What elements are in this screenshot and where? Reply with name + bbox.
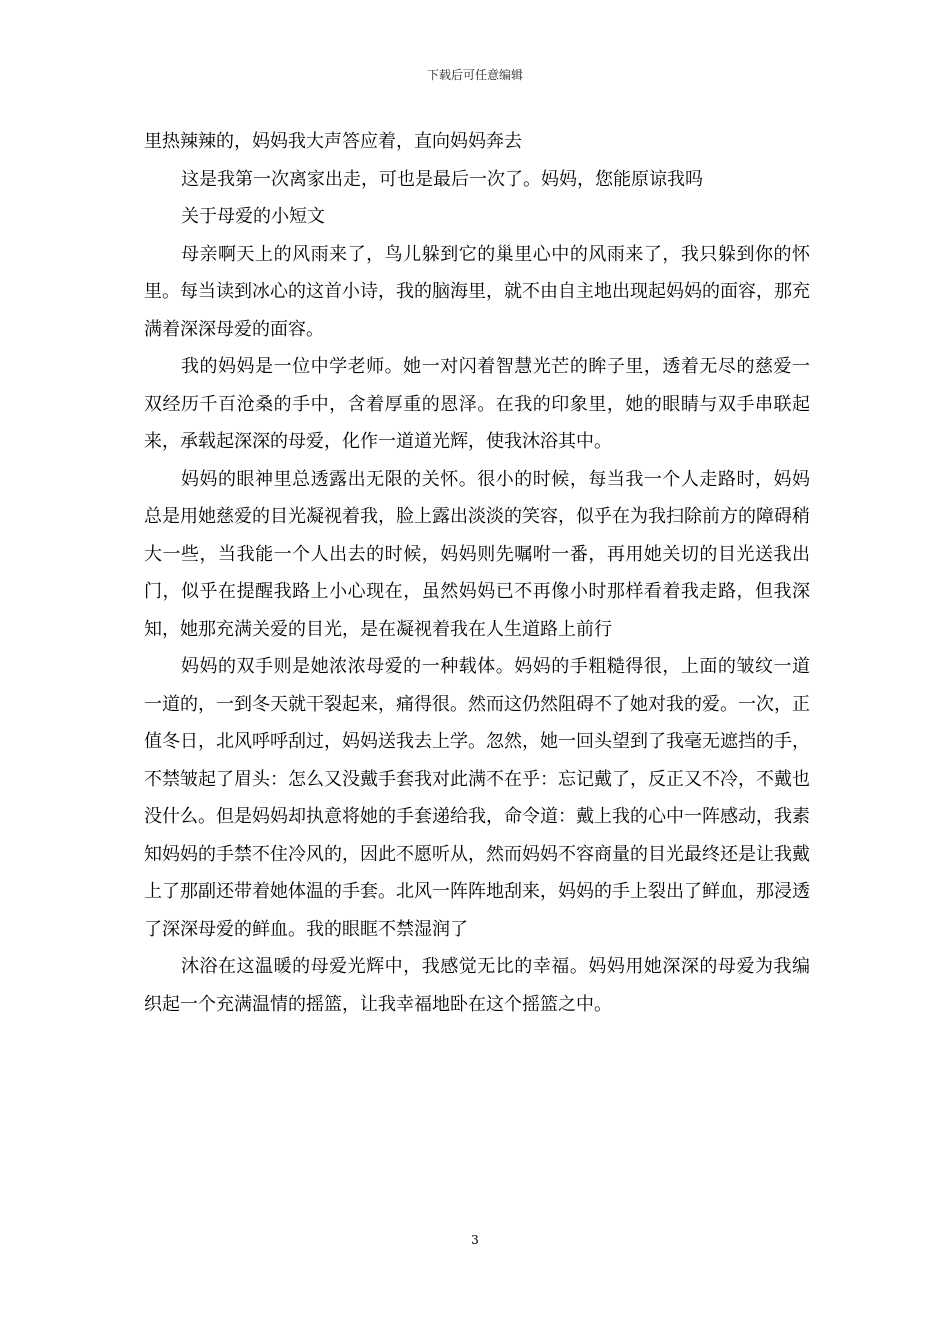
document-body — [144, 123, 810, 1023]
section-title: 关于母爱的小短文 — [181, 206, 325, 227]
paragraph: 我的妈妈是一位中学老师。她一对闪着智慧光芒的眸子里，透着无尽的慈爱一双经历千百沧桑的手中，含着厚重的恩泽。在我的印象里，她的眼睛与双手串联起来，承载起深深的母爱，化作一道道光辉，使我沐浴其中。 — [144, 356, 810, 452]
page-header: 下载后可任意编辑 — [426, 68, 523, 82]
paragraph: 这是我第一次离家出走，可也是最后一次了。妈妈，您能原谅我吗 — [181, 168, 703, 190]
paragraph: 沐浴在这温暖的母爱光辉中，我感觉无比的幸福。妈妈用她深深的母爱为我编织起一个充满温情的摇篮，让我幸福地卧在这个摇篮之中。 — [144, 956, 810, 1015]
paragraph: 母亲啊天上的风雨来了，鸟儿躲到它的巢里心中的风雨来了，我只躲到你的怀里。每当读到冰心的这首小诗，我的脑海里，就不由自主地出现起妈妈的面容，那充满着深深母爱的面容。 — [144, 243, 810, 340]
paragraph: 妈妈的眼神里总透露出无限的关怀。很小的时候，每当我一个人走路时，妈妈总是用她慈爱的目光凝视着我，脸上露出淡淡的笑容，似乎在为我扫除前方的障碍稍大一些，当我能一个人出去的时候，妈妈则先嘱咐一番，再用她关切的目光送我出门，似乎在提醒我路上小心现在，虽然妈妈已不再像小时那样看着我走路，但我深知，她那充满关爱的目光，是在凝视着我在人生道路上前行 — [144, 468, 810, 640]
page-number: 3 — [471, 1233, 479, 1247]
paragraph: 里热辣辣的，妈妈我大声答应着，直向妈妈奔去 — [144, 131, 522, 152]
paragraph: 妈妈的双手则是她浓浓母爱的一种载体。妈妈的手粗糙得很，上面的皱纹一道一道的，一到冬天就干裂起来，痛得很。然而这仍然阻碍不了她对我的爱。一次，正值冬日，北风呼呼刮过，妈妈送我去上学。忽然，她一回头望到了我毫无遮挡的手，不禁皱起了眉头：怎么又没戴手套我对此满不在乎：忘记戴了，反正又不冷，不戴也没什么。但是妈妈却执意将她的手套递给我，命令道：戴上我的心中一阵感动，我素知妈妈的手禁不住冷风的，因此不愿听从，然而妈妈不容商量的目光最终还是让我戴上了那副还带着她体温的手套。北风一阵阵地刮来，妈妈的手上裂出了鲜血，那浸透了深深母爱的鲜血。我的眼眶不禁湿润了 — [144, 656, 810, 940]
